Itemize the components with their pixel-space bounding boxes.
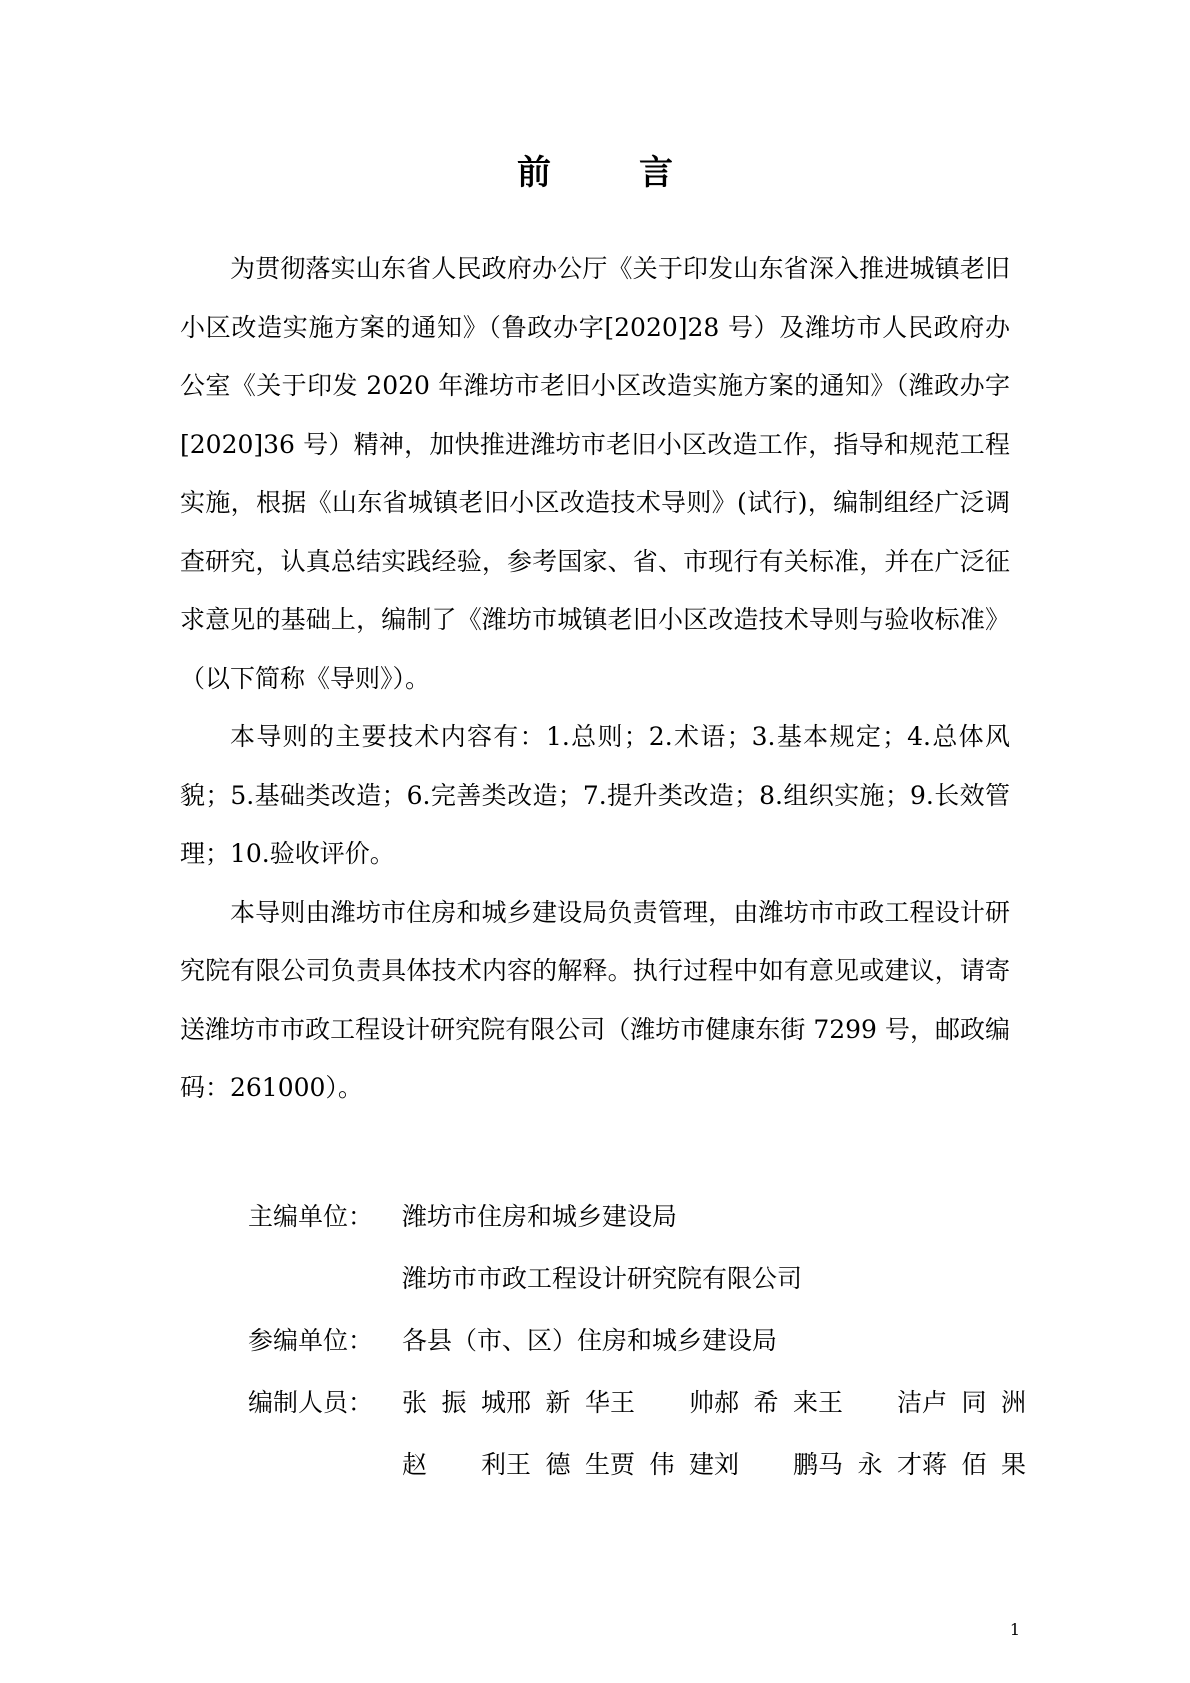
credits-block bbox=[248, 1186, 1048, 1496]
staff-name: 赵 利 bbox=[402, 1450, 506, 1479]
staff-names-line-1 bbox=[402, 1372, 1048, 1434]
staff-names bbox=[402, 1372, 1048, 1496]
staff-name: 贾伟建 bbox=[610, 1450, 714, 1479]
participating-units-label: 参编单位： bbox=[248, 1326, 374, 1355]
chief-editor-unit: 潍坊市住房和城乡建设局 bbox=[402, 1202, 678, 1231]
staff-names-line-2 bbox=[402, 1434, 1048, 1496]
staff-row bbox=[248, 1372, 1048, 1496]
title-char-1: 前 bbox=[517, 153, 551, 193]
staff-name: 邢新华 bbox=[506, 1388, 610, 1417]
participating-units-row bbox=[248, 1310, 1048, 1372]
title-char-2: 言 bbox=[639, 153, 673, 193]
chief-editor-unit: 潍坊市市政工程设计研究院有限公司 bbox=[402, 1264, 803, 1293]
staff-name: 刘 鹏 bbox=[714, 1450, 818, 1479]
paragraph: 本导则的主要技术内容有：1.总则；2.术语；3.基本规定；4.总体风貌；5.基础类改造；6.完善类改造；7.提升类改造；8.组织实施；9.长效管理；10.验收评价。 bbox=[180, 722, 1010, 868]
staff-name: 蒋佰果 bbox=[922, 1450, 1026, 1479]
paragraph: 本导则由潍坊市住房和城乡建设局负责管理，由潍坊市市政工程设计研究院有限公司负责具体技术内容的解释。执行过程中如有意见或建议，请寄送潍坊市市政工程设计研究院有限公司（潍坊市健康东街 7299 号，邮政编码：261000）。 bbox=[180, 897, 1010, 1102]
staff-name: 王 帅 bbox=[610, 1388, 714, 1417]
chief-editor-label: 主编单位： bbox=[248, 1202, 374, 1231]
staff-name: 郝希来 bbox=[714, 1388, 818, 1417]
chief-editor-row bbox=[248, 1186, 1048, 1310]
paragraph: 为贯彻落实山东省人民政府办公厅《关于印发山东省深入推进城镇老旧小区改造实施方案的通知》（鲁政办字[2020]28 号）及潍坊市人民政府办公室《关于印发 2020 年潍坊市老旧小区改造实施方案的通知》（潍政办字[2020]36 号）精神，加快推进潍坊市老旧小区改造工作，指导和规范工程实施，根据《山东省城镇老旧小区改造技术导则》(试行)，编制组经广泛调查研究，认真总结实践经验，参考国家、省、市现行有关标准，并在广泛征求意见的基础上，编制了《潍坊市城镇老旧小区改造技术导则与验收标准》（以下简称《导则》）。 bbox=[180, 254, 1010, 693]
staff-name: 张振城 bbox=[402, 1388, 506, 1417]
staff-label: 编制人员： bbox=[248, 1388, 374, 1417]
participating-unit: 各县（市、区）住房和城乡建设局 bbox=[402, 1326, 778, 1355]
staff-name: 卢同洲 bbox=[922, 1388, 1026, 1417]
staff-name: 王 洁 bbox=[818, 1388, 922, 1417]
staff-name: 王德生 bbox=[506, 1450, 610, 1479]
staff-name: 马永才 bbox=[818, 1450, 922, 1479]
page-title bbox=[0, 148, 1190, 198]
page-number: 1 bbox=[1009, 1620, 1020, 1639]
participating-units bbox=[402, 1310, 1048, 1372]
preface-body bbox=[180, 240, 1010, 1118]
chief-editor-units bbox=[402, 1186, 1048, 1310]
